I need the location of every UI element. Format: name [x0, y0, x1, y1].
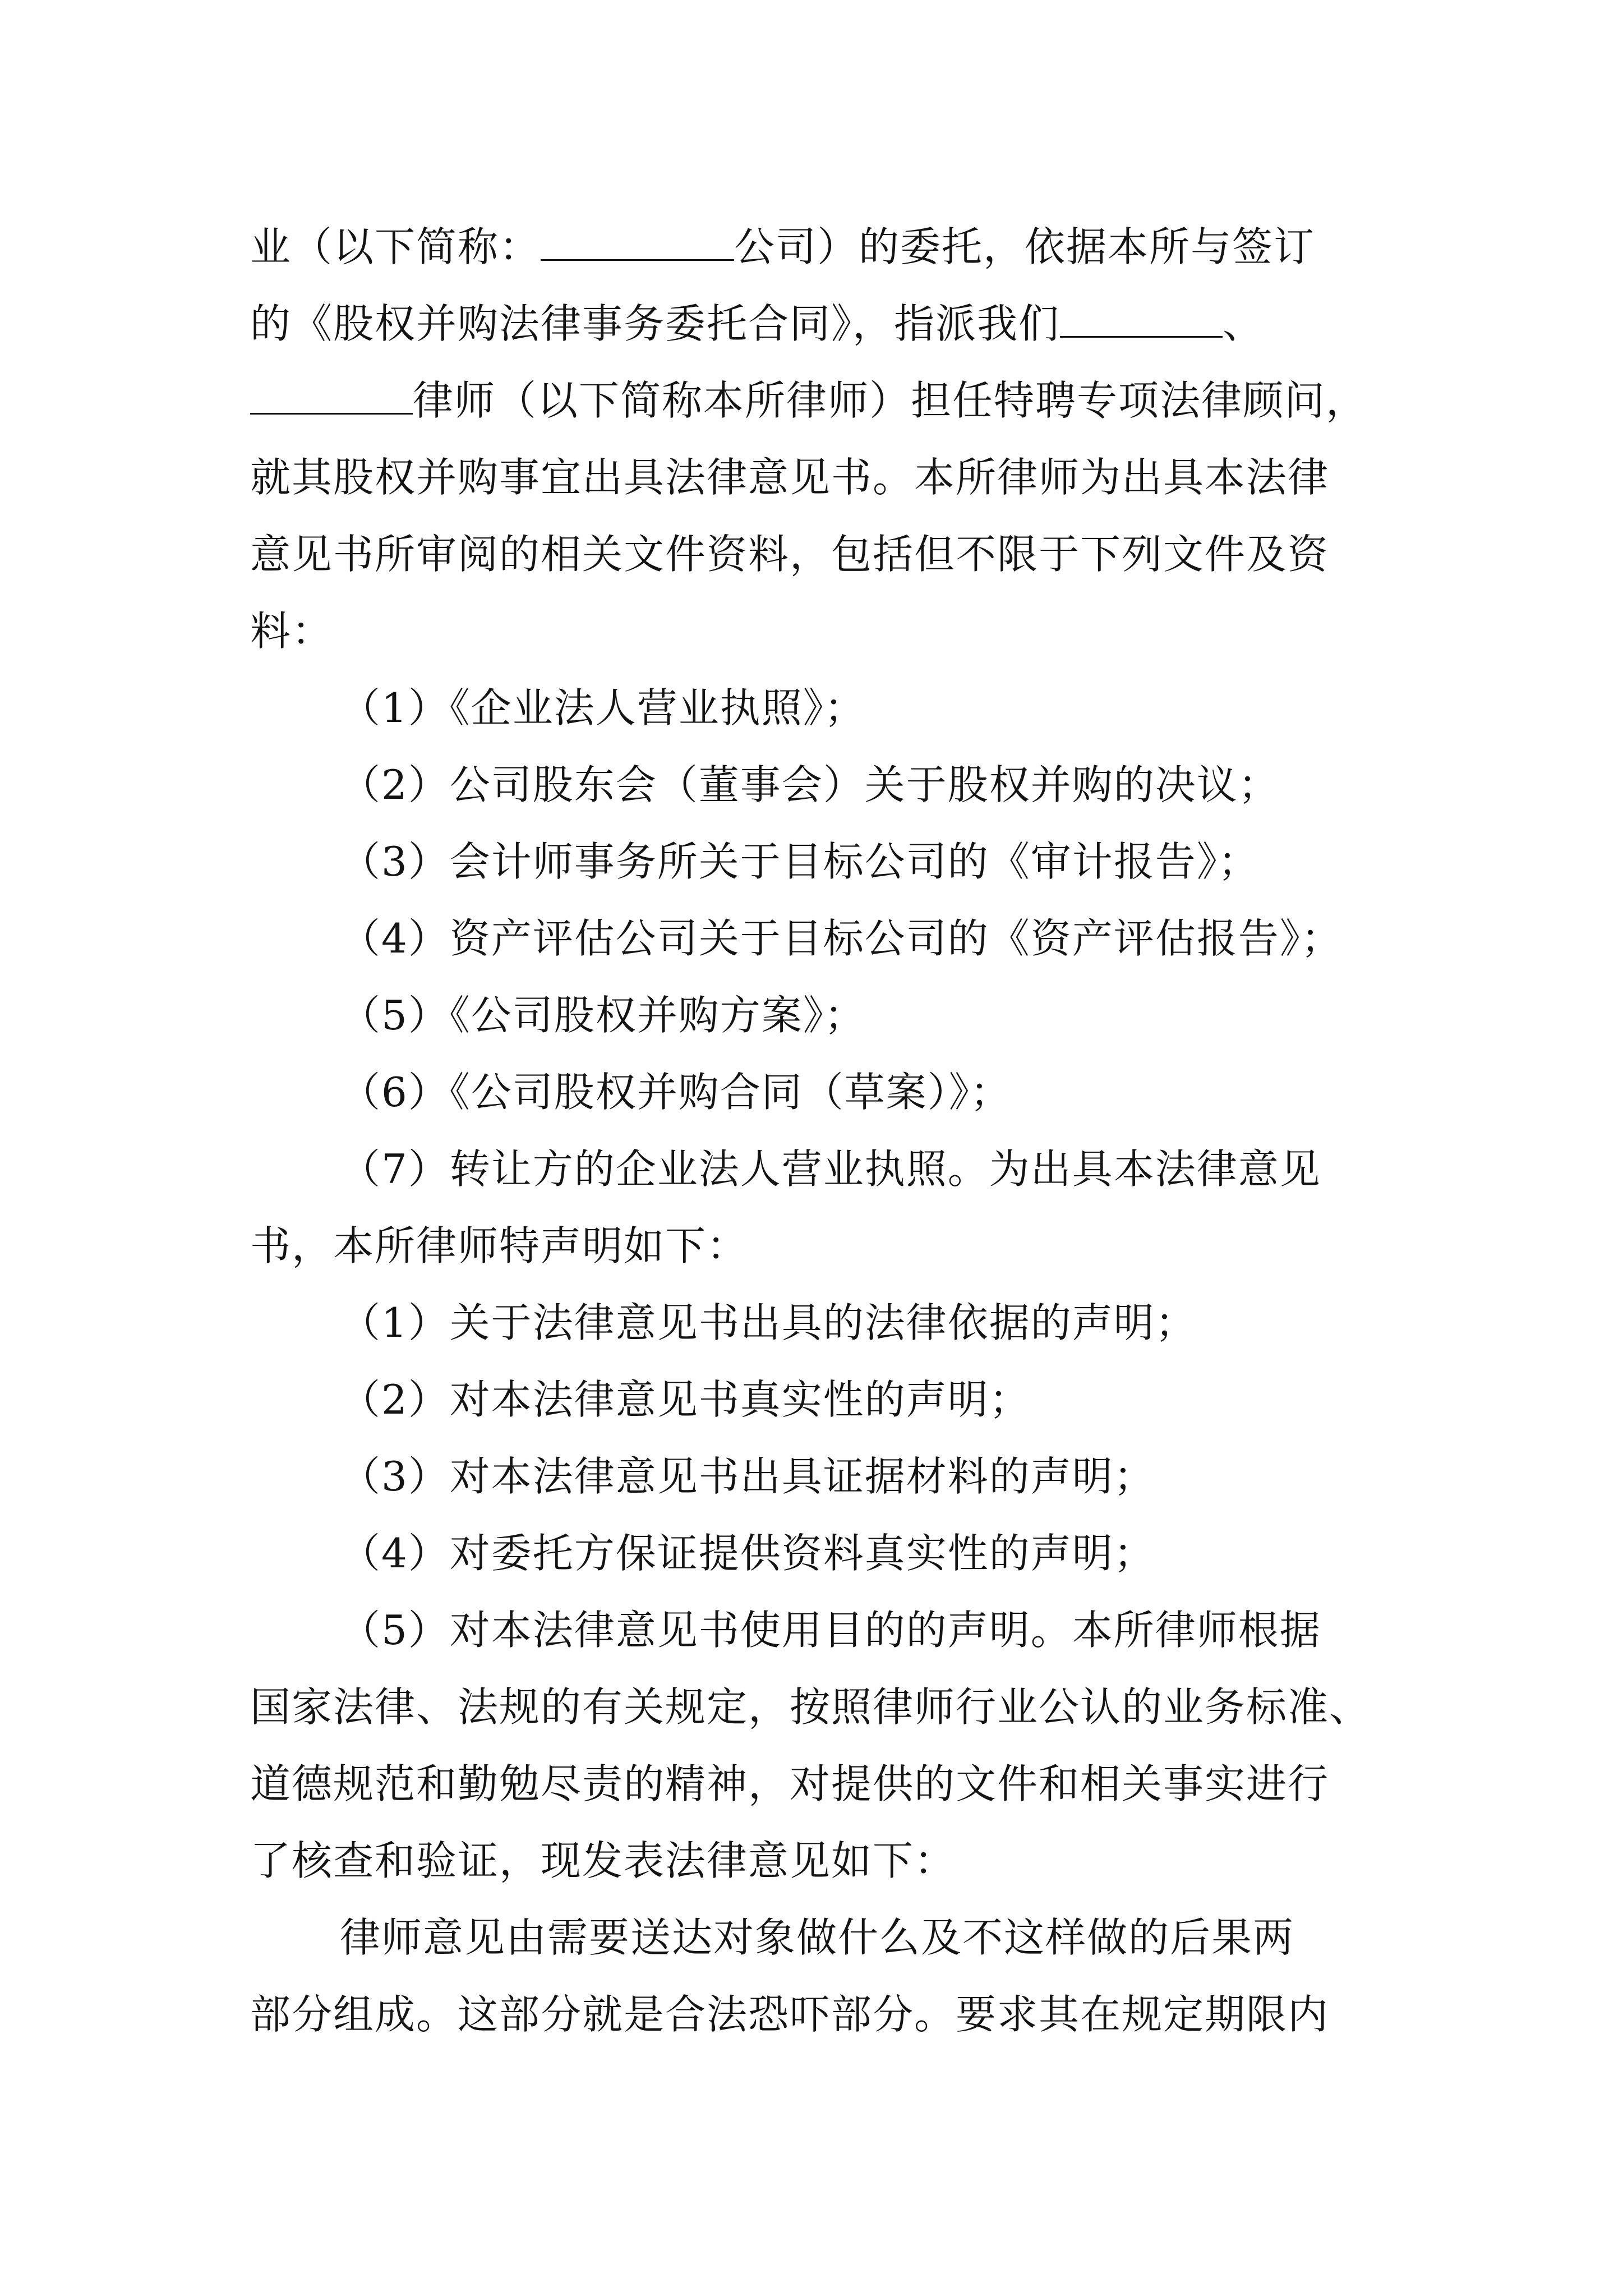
- paragraph-line: 就其股权并购事宜出具法律意见书。本所律师为出具本法律: [250, 454, 1330, 501]
- text-segment: 的《股权并购法律事务委托合同》，指派我们: [250, 300, 1061, 347]
- paragraph-line: 国家法律、法规的有关规定，按照律师行业公认的业务标准、: [250, 1683, 1371, 1731]
- text-segment: 业（以下简称：: [250, 223, 541, 270]
- list-item: （3）对本法律意见书出具证据材料的声明；: [340, 1453, 1155, 1500]
- list-item: （2）对本法律意见书真实性的声明；: [340, 1376, 1031, 1423]
- paragraph-line: 部分组成。这部分就是合法恐吓部分。要求其在规定期限内: [250, 1991, 1330, 2038]
- paragraph-line: [250, 209, 1405, 286]
- document-body: [250, 209, 1405, 2053]
- list-item: （2）公司股东会（董事会）关于股权并购的决议；: [340, 761, 1280, 808]
- text-segment: 公司）的委托，依据本所与签订: [734, 223, 1316, 270]
- list-item: （5）《公司股权并购方案》；: [340, 992, 866, 1039]
- list-item: （1）《企业法人营业执照》；: [340, 684, 866, 731]
- list-item: （5）对本法律意见书使用目的的声明。本所律师根据: [340, 1607, 1321, 1654]
- list-item: （4）资产评估公司关于目标公司的《资产评估报告》；: [340, 915, 1343, 962]
- paragraph-line: 道德规范和勤勉尽责的精神，对提供的文件和相关事实进行: [250, 1760, 1330, 1807]
- paragraph-line: 料：: [250, 608, 334, 655]
- fill-in-blank-company: [541, 218, 734, 261]
- paragraph-line: 律师意见由需要送达对象做什么及不这样做的后果两: [340, 1914, 1295, 1961]
- paragraph-line: 书，本所律师特声明如下：: [250, 1222, 749, 1269]
- text-segment: 、: [1223, 300, 1265, 347]
- paragraph-line: [250, 286, 1405, 362]
- list-item: （3）会计师事务所关于目标公司的《审计报告》；: [340, 838, 1260, 885]
- fill-in-blank-lawyer-2: [250, 371, 413, 415]
- list-item: （7）转让方的企业法人营业执照。为出具本法律意见: [340, 1145, 1321, 1193]
- paragraph-line: 了核查和验证，现发表法律意见如下：: [250, 1837, 956, 1884]
- text-segment: 律师（以下简称本所律师）担任特聘专项法律顾问，: [413, 377, 1368, 424]
- list-item: （1）关于法律意见书出具的法律依据的声明；: [340, 1299, 1197, 1346]
- list-item: （4）对委托方保证提供资料真实性的声明；: [340, 1530, 1155, 1577]
- fill-in-blank-lawyer-1: [1060, 295, 1223, 338]
- list-item: （6）《公司股权并购合同（草案）》；: [340, 1069, 1012, 1116]
- paragraph-line: [250, 362, 1405, 439]
- paragraph-line: 意见书所审阅的相关文件资料，包括但不限于下列文件及资: [250, 531, 1330, 578]
